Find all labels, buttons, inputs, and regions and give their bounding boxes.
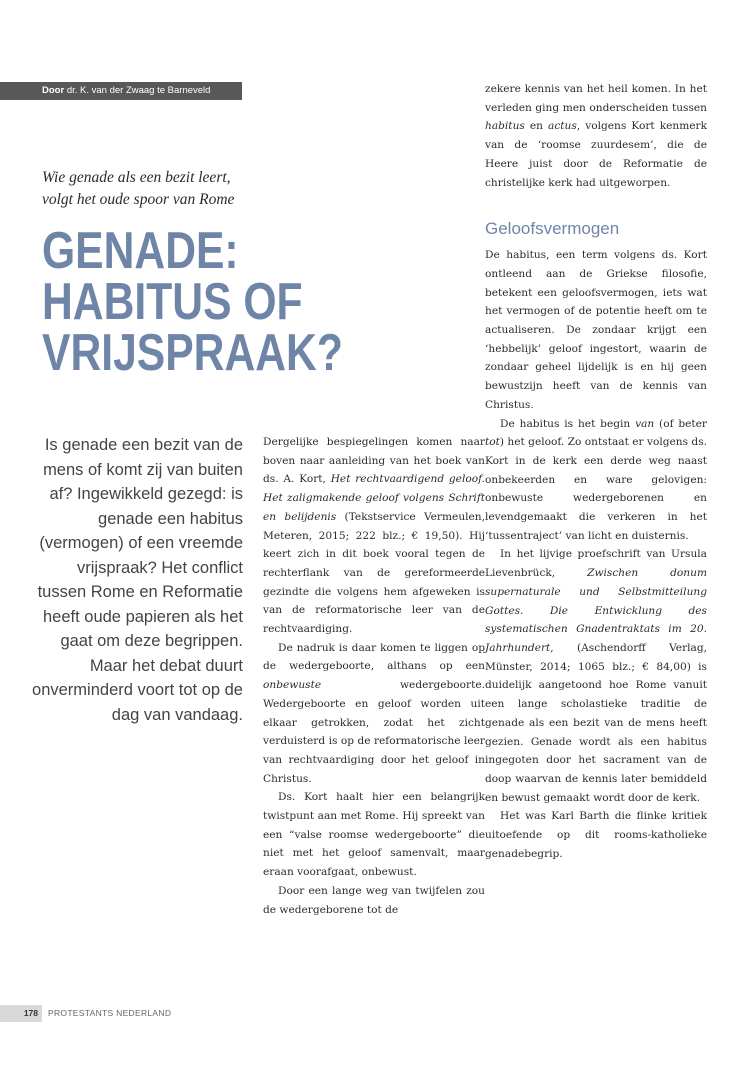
text: zekere kennis van het heil komen. In het verleden ging men onderscheiden tussen xyxy=(485,83,707,114)
headline xyxy=(42,222,370,382)
paragraph: Door een lange weg van twijfelen zou de wedergeborene tot de xyxy=(263,884,485,916)
emphasis: tot xyxy=(485,436,500,449)
byline xyxy=(0,82,242,100)
text: , (Aschendorff Verlag, Münster, 2014; 1065 blz.; € 84,00) is duidelijk aangetoond hoe Rome vanuit een lange scholastieke traditie de genade als een bezit van de mens heeft gezien. Genade wordt als een habitus ingegoten door het sacrament van de doop waarvan de kennis later bemiddeld en bewust gemaakt wordt door de kerk. xyxy=(485,641,707,804)
subtitle-line: volgt het oude spoor van Rome xyxy=(42,191,235,208)
headline-line: GENADE: xyxy=(42,222,239,280)
byline-label: Door xyxy=(42,85,65,96)
emphasis: van xyxy=(635,417,655,430)
pull-quote: Is genade een bezit van de mens of komt zij van buiten af? Ingewikkeld gezegd: is genade een habitus (vermogen) of een vreemde vrijspraak? Het conflict tussen Rome en Reformatie heeft oude papieren als het gaat om deze begrippen. Maar het debat duurt onverminderd voort tot op de dag van vandaag. xyxy=(32,436,243,724)
page-footer xyxy=(0,1005,171,1022)
paragraph: Ds. Kort haalt hier een belangrijk twistpunt aan met Rome. Hij spreekt van een “valse roomse wedergeboorte” die niet met het geloof samenvalt, maar eraan voorafgaat, onbewust. xyxy=(263,791,485,879)
emphasis: onbewuste xyxy=(263,679,322,692)
book-title: Het rechtvaardigend geloof. Het zaligmakende geloof volgens Schrift en belijdenis xyxy=(263,473,485,523)
text: (Tekstservice Vermeulen, Meteren, 2015; 222 blz.; € 19,50). Hij keert zich in dit boek vooral tegen de rechterflank van de gereformeerde gezindte die volgens hem afgeweken is van de reformatorische leer van de rechtvaardiging. xyxy=(263,510,485,636)
text: De habitus is het begin xyxy=(500,417,636,430)
subtitle-line: Wie genade als een bezit leert, xyxy=(42,169,231,186)
publication-name: PROTESTANTS NEDERLAND xyxy=(48,1008,172,1018)
article-column-2 xyxy=(485,80,707,863)
page-number: 178 xyxy=(0,1005,42,1022)
paragraph xyxy=(485,80,707,192)
emphasis: habitus xyxy=(485,120,525,133)
text: De nadruk is daar komen te liggen op de wedergeboorte, althans op een xyxy=(263,641,485,673)
paragraph xyxy=(263,639,485,789)
section-heading: Geloofsvermogen xyxy=(485,219,620,239)
headline-line: HABITUS OF xyxy=(42,273,303,331)
paragraph xyxy=(263,433,485,639)
text: (of beter xyxy=(654,417,707,430)
headline-line: VRIJSPRAAK? xyxy=(42,324,343,382)
subtitle xyxy=(42,167,282,211)
text: en xyxy=(524,120,549,133)
text: In het lijvige proefschrift van Ursula Lievenbrück, xyxy=(485,548,707,580)
text: Dergelijke bespiegelingen komen naar boven naar aanleiding van het boek van ds. A. Kort, xyxy=(263,436,485,486)
paragraph: De habitus, een term volgens ds. Kort ontleend aan de Griekse filosofie, betekent een geloofsvermogen, iets wat het vermogen of de potentie heeft om te actualiseren. De zondaar krijgt een ‘hebbelijk’ geloof ingestort, waarin de zondaar geheel lijdelijk is en hij geen bewustzijn heeft van de kennis van Christus. xyxy=(485,249,707,411)
article-column-1 xyxy=(263,433,485,919)
text: wedergeboorte. Wedergeboorte en geloof worden uit elkaar getrokken, zodat het zicht verduisterd is op de reformatorische leer van rechtvaardiging door het geloof in Christus. xyxy=(263,679,485,785)
paragraph xyxy=(485,415,707,546)
byline-author: dr. K. van der Zwaag te Barneveld xyxy=(66,85,211,96)
book-title: Zwischen donum supernaturale und Selbstmitteilung Gottes. Die Entwicklung des systematischen Gnadentraktats im 20. Jahrhundert xyxy=(485,567,707,654)
paragraph xyxy=(485,545,707,807)
emphasis: actus xyxy=(548,120,577,133)
paragraph: Het was Karl Barth die flinke kritiek uitoefende op dit rooms-katholieke genadebegrip. xyxy=(485,810,707,860)
text: , volgens Kort kenmerk van de ‘roomse zuurdesem’, die de Heere juist door de Reformatie de christelijke kerk had uitgeworpen. xyxy=(485,120,708,189)
text: ) het geloof. Zo ontstaat er volgens ds. Kort in de kerk een derde weg naast onbekeerden en ware gelovigen: onbewuste wedergeborenen en levendgemaakt die verkeren in het ‘tussentraject’ van licht en duisternis. xyxy=(485,436,707,542)
